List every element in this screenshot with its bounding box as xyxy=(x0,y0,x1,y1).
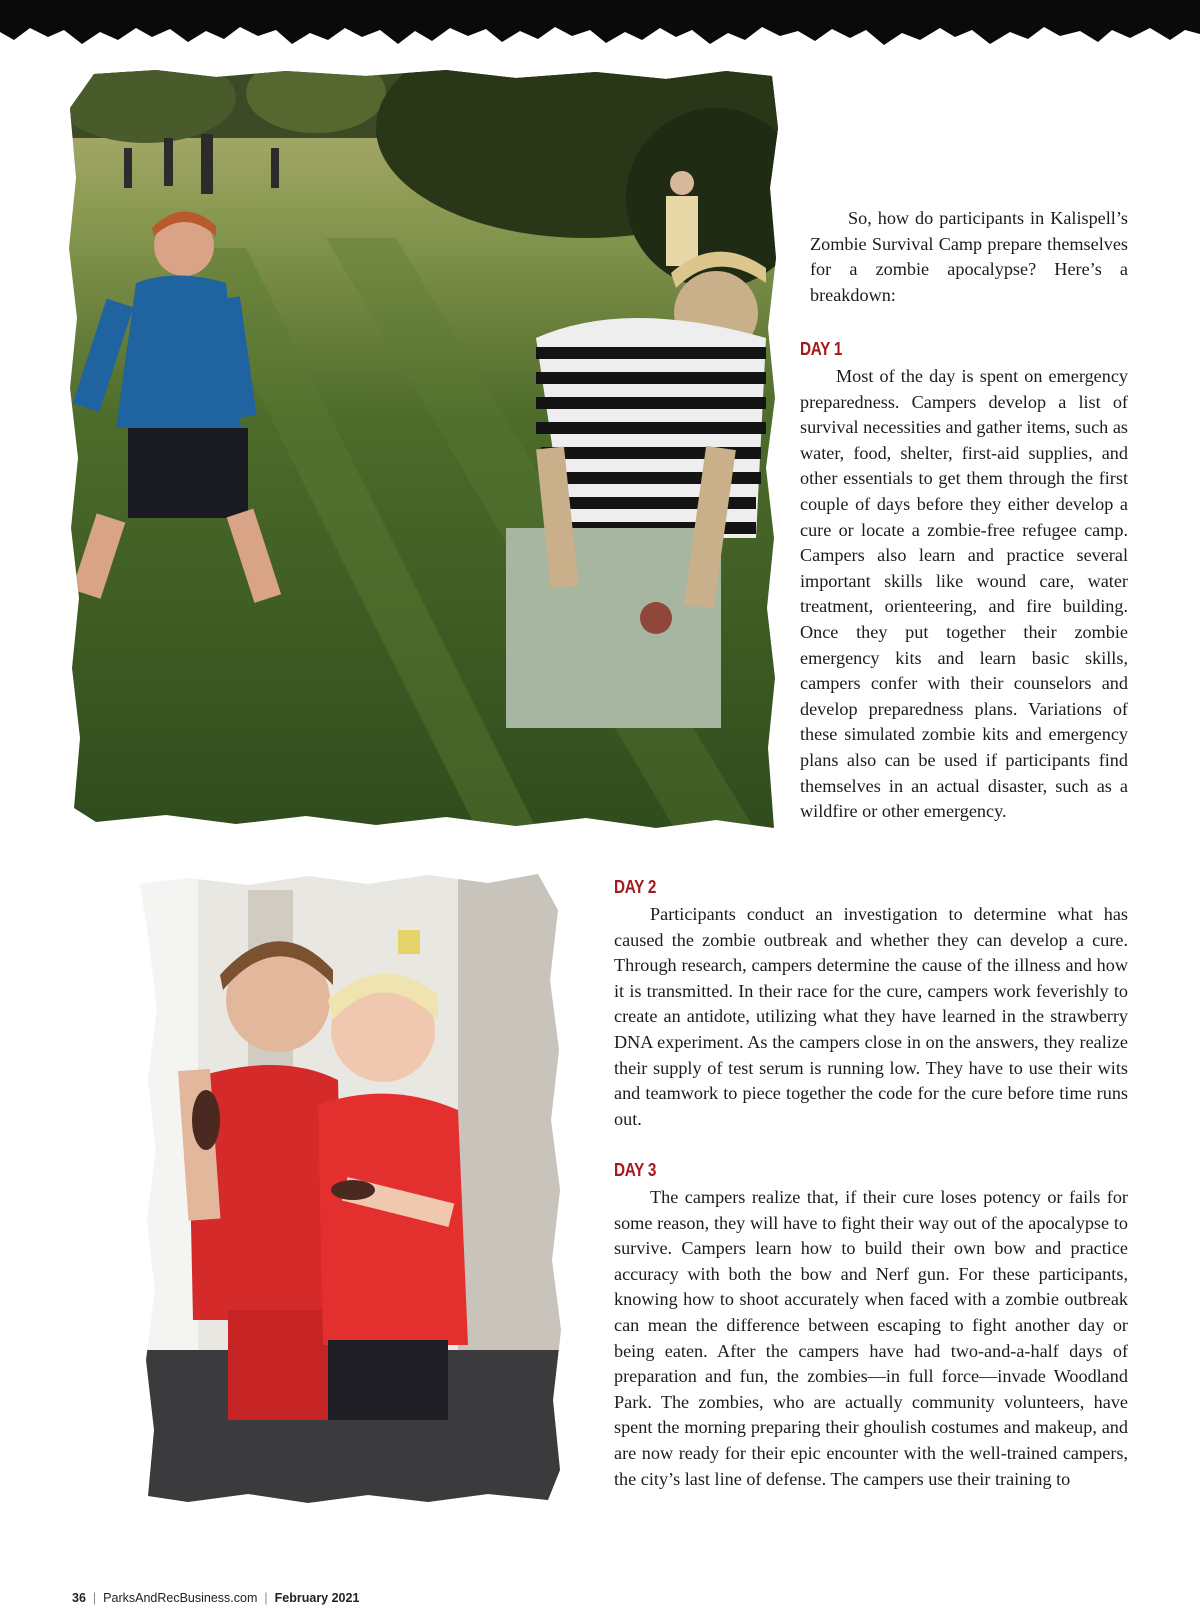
zombie-field-photo xyxy=(66,68,792,848)
campers-makeup-photo xyxy=(128,870,568,1510)
day1-section xyxy=(800,338,1128,825)
page-footer xyxy=(72,1591,359,1605)
day3-heading: DAY 3 xyxy=(614,1160,657,1180)
day3-body: The campers realize that, if their cure loses potency or fails for some reason, they will have to fight their way out of the apocalypse to survive. Campers learn how to build their own bow and practice accuracy with both the bow and Nerf gun. For these participants, knowing how to shoot accurately when faced with a zombie outbreak can mean the difference between escaping to fight another day or being eaten. After the campers have had two-and-a-half days of preparation and fun, the zombies—in full force—invade Woodland Park. The zombies, who are actually community volunteers, have spent the morning preparing their ghoulish costumes and makeup, and are now ready for their epic encounter with the well-trained campers, the city’s last line of defense. The campers use their training to xyxy=(614,1187,1128,1489)
page-number: 36 xyxy=(72,1591,86,1605)
day1-body: Most of the day is spent on emergency preparedness. Campers develop a list of survival necessities and gather items, such as water, food, shelter, first-aid supplies, and other essentials to get them through the first couple of days before they either develop a cure or locate a zombie-free refugee camp. Campers also learn and practice several important skills like wound care, water treatment, orienteering, and fire building. Once they put together their zombie emergency kits and learn basic skills, campers confer with their counselors and develop preparedness plans. Variations of these simulated zombie kits and emergency plans also can be used if participants find themselves in an actual disaster, such as a wildfire or other emergency. xyxy=(800,366,1128,822)
intro-text: So, how do participants in Kalispell’s Zombie Survival Camp prepare themselves for a zombie apocalypse? Here’s a breakdown: xyxy=(810,208,1128,305)
day2-body: Participants conduct an investigation to determine what has caused the zombie outbreak and whether they can develop a cure. Through research, campers determine the cause of the illness and how it is transmitted. In their race for the cure, campers work feverishly to create an antidote, utilizing what they have learned in the strawberry DNA experiment. As the campers close in on the answers, they realize their supply of test serum is running low. They have to use their wits and teamwork to piece together the code for the cure before time runs out. xyxy=(614,904,1128,1129)
footer-separator: | xyxy=(264,1591,268,1605)
footer-separator: | xyxy=(92,1591,97,1605)
intro-paragraph xyxy=(810,206,1128,308)
day2-heading: DAY 2 xyxy=(614,877,657,897)
footer-site[interactable]: ParksAndRecBusiness.com xyxy=(103,1591,258,1605)
footer-issue: February 2021 xyxy=(274,1591,360,1605)
day3-section xyxy=(614,1159,1128,1492)
day2-section xyxy=(614,876,1128,1132)
torn-paper-top-edge xyxy=(0,0,1200,50)
day1-heading: DAY 1 xyxy=(800,339,843,359)
